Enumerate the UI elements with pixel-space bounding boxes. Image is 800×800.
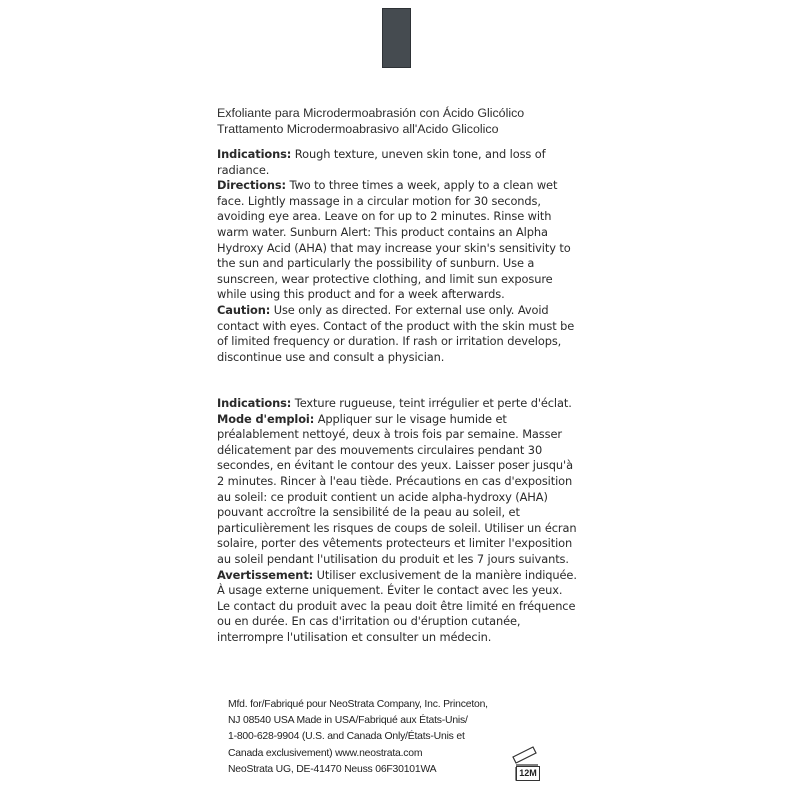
french-mode-text: Appliquer sur le visage humide et préalablement nettoyé, deux à trois fois par semaine. Masser délicatement par des mouvements circulaires pendant 30 secondes, en évitant le contour des yeux. Laisser poser jusqu'à 2 minutes. Rincer à l'eau tiède. Précautions en cas d'exposition au soleil: ce produit contient un acide alpha-hydroxy (AHA) pouvant accroître la sensibilité de la peau au soleil, et particulièrement les risques de coups de soleil. Utiliser un écran solaire, porter des vêtements protecteurs et limiter l'exposition au soleil pendant l'utilisation du produit et les 7 jours suivants. <box>217 411 577 566</box>
pao-label: 12M <box>516 766 540 781</box>
package-cap <box>382 8 411 68</box>
footer-line: NeoStrata UG, DE-41470 Neuss 06F30101WA <box>228 763 437 775</box>
footer-line: Mfd. for/Fabriqué pour NeoStrata Company, Inc. Princeton, <box>228 699 488 710</box>
french-indications-text: Texture rugueuse, teint irrégulier et perte d'éclat. <box>291 396 572 410</box>
product-title-block <box>217 106 577 137</box>
english-caution-text: Use only as directed. For external use only. Avoid contact with eyes. Contact of the product with the skin must be of limited frequency or duration. If rash or irritation develops, discontinue use and consult a physician. <box>217 302 575 364</box>
french-instructions <box>217 396 577 646</box>
english-instructions <box>217 147 577 365</box>
french-indications <box>217 396 577 412</box>
english-indications-text: Rough texture, uneven skin tone, and loss of radiance. <box>217 147 546 177</box>
french-mode-emploi <box>217 412 577 568</box>
french-indications-label: Indications: <box>217 396 292 410</box>
french-warning-label: Avertissement: <box>217 567 314 582</box>
footer-line: NJ 08540 USA Made in USA/Fabriqué aux États-Unis/ <box>228 715 468 727</box>
manufacturer-info <box>228 697 528 778</box>
spanish-product-title: Exfoliante para Microdermoabrasión con Ácido Glicólico <box>217 106 525 120</box>
english-caution <box>217 303 577 365</box>
english-directions <box>217 178 577 303</box>
italian-product-title: Trattamento Microdermoabrasivo all'Acido Glicolico <box>217 121 499 136</box>
english-directions-label: Directions: <box>217 178 286 193</box>
footer-line: 1-800-628-9904 (U.S. and Canada Only/États-Unis et <box>228 731 465 743</box>
english-caution-label: Caution: <box>217 302 271 317</box>
french-avertissement <box>217 568 577 646</box>
english-indications-label: Indications: <box>217 147 292 161</box>
french-mode-label: Mode d'emploi: <box>217 411 315 426</box>
french-warning-text: Utiliser exclusivement de la manière indiquée. À usage externe uniquement. Éviter le contact avec les yeux. Le contact du produit avec la peau doit être limité en fréquence ou en durée. En cas d'irritation ou d'éruption cutanée, interrompre l'utilisation et consulter un médecin. <box>217 567 577 644</box>
english-indications <box>217 147 577 178</box>
period-after-opening-symbol <box>509 743 543 785</box>
english-directions-text: Two to three times a week, apply to a clean wet face. Lightly massage in a circular motion for 30 seconds, avoiding eye area. Leave on for up to 2 minutes. Rinse with warm water. Sunburn Alert: This product contains an Alpha Hydroxy Acid (AHA) that may increase your skin's sensitivity to the sun and particularly the possibility of sunburn. Use a sunscreen, wear protective clothing, and limit sun exposure while using this product and for a week afterwards. <box>217 178 571 302</box>
footer-line: Canada exclusivement) www.neostrata.com <box>228 747 423 759</box>
